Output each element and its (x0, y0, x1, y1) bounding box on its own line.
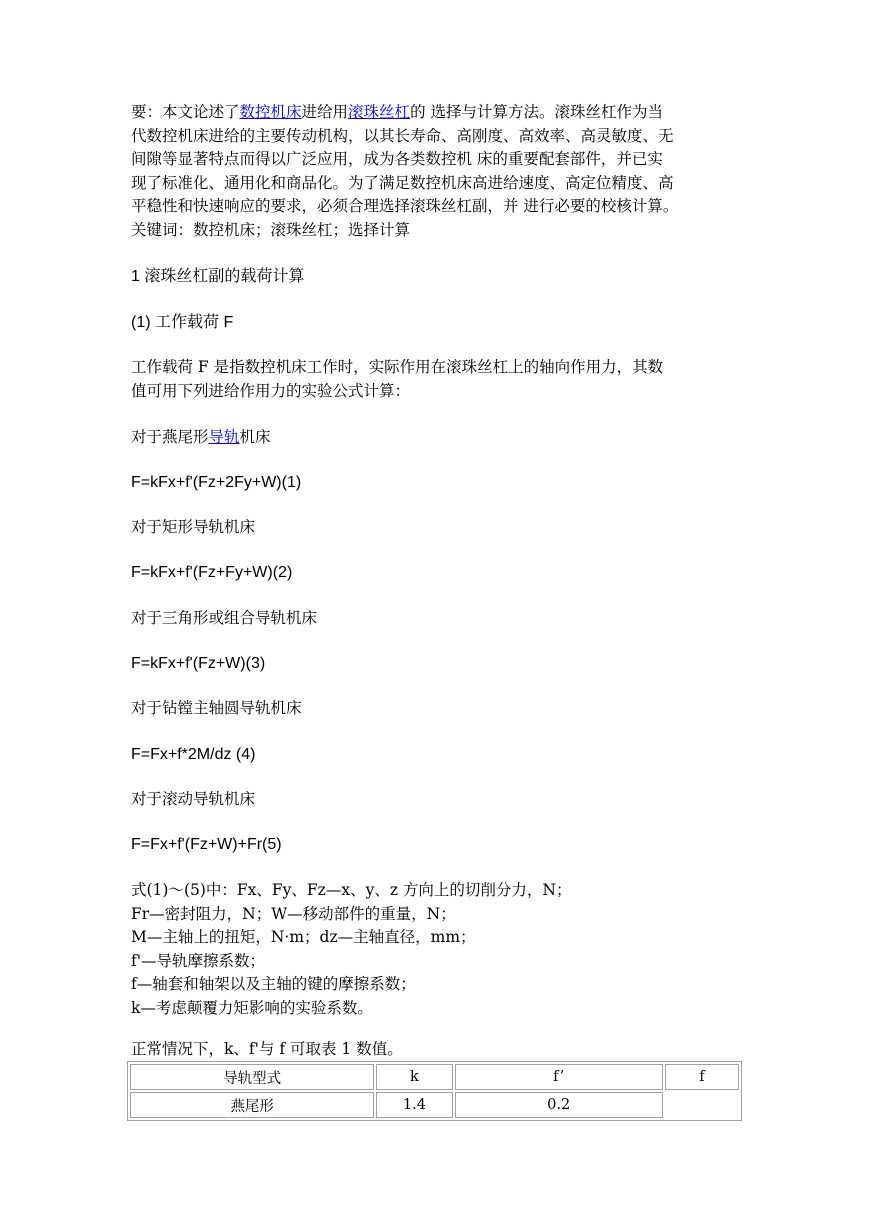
table-header-cell: 导轨型式 (130, 1064, 374, 1090)
table-intro: 正常情况下，k、f'与 f 可取表 1 数值。 (131, 1040, 403, 1058)
keywords: 关键词：数控机床；滚珠丝杠；选择计算 (131, 220, 411, 239)
paragraph-line-1: 工作载荷 F 是指数控机床工作时，实际作用在滚珠丝杠上的轴向作用力，其数 (131, 358, 664, 376)
formula-4: F=Fx+f*2M/dz (4) (131, 746, 256, 763)
abstract-line-5: 平稳性和快速响应的要求，必须合理选择滚珠丝杠副，并 进行必要的校核计算。 (131, 197, 679, 215)
formula-5: F=Fx+f'(Fz+W)+Fr(5) (131, 836, 282, 853)
table-cell: 0.2 (455, 1092, 663, 1118)
table-row (130, 1092, 739, 1118)
abstract (131, 101, 743, 242)
case-boring-spindle: 对于钻镗主轴圆导轨机床 (131, 699, 302, 717)
formula-3: F=kFx+f'(Fz+W)(3) (131, 655, 266, 672)
definition-item: Fr—密封阻力，N；W—移动部件的重量，N； (131, 904, 456, 923)
abstract-line-1: 要：本文论述了数控机床进给用滚珠丝杠的 选择与计算方法。滚珠丝杠作为当 (131, 103, 663, 121)
link-cnc-machine[interactable]: 数控机床 (239, 103, 302, 121)
abstract-line-4: 现了标准化、通用化和商品化。为了满足数控机床高进给速度、高定位精度、高 (131, 173, 674, 192)
abstract-line-2: 代数控机床进给的主要传动机构，以其长寿命、高刚度、高效率、高灵敏度、无 (131, 126, 674, 145)
table-cell: 燕尾形 (130, 1092, 374, 1118)
definition-item: 式(1)～(5)中：Fx、Fy、Fz—x、y、z 方向上的切削分力，N； (131, 881, 572, 899)
definition-item: k—考虑颠覆力矩影响的实验系数。 (131, 998, 373, 1017)
link-guide-rail[interactable]: 导轨 (208, 428, 240, 446)
subsection-title: (1) 工作载荷 F (131, 314, 234, 331)
formula-1: F=kFx+f'(Fz+2Fy+W)(1) (131, 474, 302, 491)
formula-2: F=kFx+f'(Fz+Fy+W)(2) (131, 564, 293, 581)
definitions (131, 879, 572, 1020)
table-cell (665, 1092, 739, 1118)
table-header-cell: f (665, 1064, 739, 1090)
paragraph-line-2: 值可用下列进给作用力的实验公式计算： (131, 382, 411, 400)
table-header-cell: f’ (455, 1064, 663, 1090)
case-rolling-guide: 对于滚动导轨机床 (131, 790, 256, 808)
table-header-cell: k (376, 1064, 452, 1090)
link-ball-screw[interactable]: 滚珠丝杠 (348, 103, 411, 121)
section-title: 1 滚珠丝杠副的载荷计算 (131, 268, 305, 285)
table-header-row (130, 1064, 739, 1090)
definition-item: M—主轴上的扭矩，N·m；dz—主轴直径，mm； (131, 928, 476, 946)
table-cell: 1.4 (376, 1092, 452, 1118)
definition-item: f—轴套和轴架以及主轴的键的摩擦系数； (131, 975, 416, 993)
case-triangular: 对于三角形或组合导轨机床 (131, 609, 318, 627)
case-dovetail: 对于燕尾形导轨机床 (131, 428, 271, 446)
definition-item: f'—导轨摩擦系数； (131, 951, 265, 970)
case-rectangular: 对于矩形导轨机床 (131, 518, 256, 536)
coefficient-table (127, 1061, 742, 1121)
abstract-line-3: 间隙等显著特点而得以广泛应用，成为各类数控机 床的重要配套部件，并已实 (131, 150, 663, 168)
